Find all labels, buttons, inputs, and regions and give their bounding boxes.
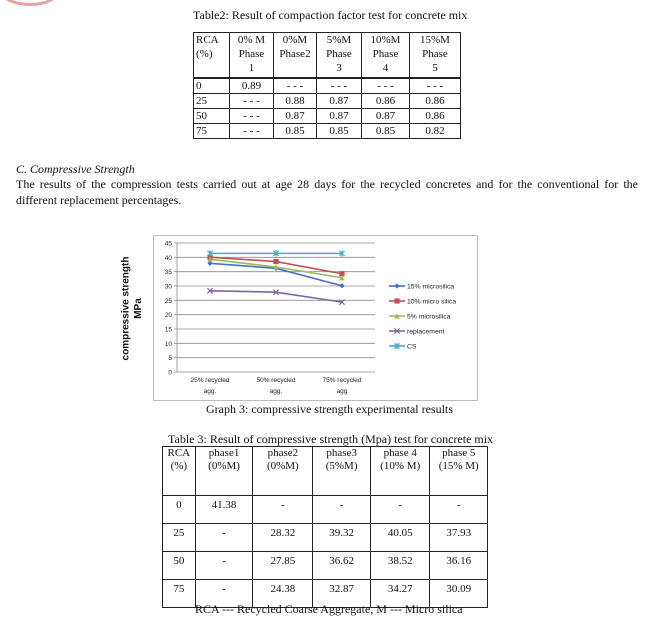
table-header-cell: 10%M Phase 4 [362, 33, 410, 79]
legend-label: 10% micro silica [407, 298, 457, 306]
y-tick-label: 40 [164, 254, 172, 262]
x-tick-label: 75% recycled agg [322, 377, 362, 395]
compressive-strength-chart [153, 235, 478, 401]
legend-label: replacement [407, 328, 445, 336]
table-row: 25 - 28.32 39.32 40.05 37.93 [163, 524, 488, 552]
y-axis-label-line1: compressive strength [120, 256, 132, 360]
legend-label: CS [407, 343, 417, 351]
table-header-cell: phase1 (0%M) [195, 447, 253, 496]
legend-label: 5% microsilica [407, 313, 451, 321]
legend-label: 15% microsilica [407, 283, 455, 291]
table-row: 0 41.38 - - - - [163, 496, 488, 524]
data-point [339, 283, 344, 288]
y-tick-label: 10 [164, 340, 172, 348]
compaction-factor-table [193, 32, 461, 139]
legend-marker [394, 283, 399, 288]
table2-caption: Table2: Result of compaction factor test for concrete mix [193, 8, 468, 22]
header-decoration [0, 0, 60, 8]
table-row: 25 - - - 0.88 0.87 0.86 0.86 [194, 94, 461, 109]
legend-marker [394, 298, 399, 303]
table-header-cell: 15%M Phase 5 [410, 33, 461, 79]
chart-y-axis-title [118, 248, 148, 368]
y-tick-label: 30 [164, 283, 172, 291]
y-tick-label: 20 [164, 312, 172, 320]
table-header-cell: phase 5 (15% M) [430, 447, 488, 496]
table-header-cell: phase 4 (10% M) [371, 447, 430, 496]
table-header-cell: phase2 (0%M) [253, 447, 313, 496]
section-paragraph: The results of the compression tests carried out at age 28 days for the recycled concretes and for the conventional for the different replacement percentages. [16, 177, 638, 207]
table-header-cell: RCA (%) [163, 447, 196, 496]
table-row: 50 - - - 0.87 0.87 0.87 0.86 [194, 109, 461, 124]
table-header-cell: 0% M Phase 1 [230, 33, 274, 79]
x-tick-label: 25% recycled agg. [190, 377, 230, 395]
y-tick-label: 35 [164, 269, 172, 277]
table-header-cell: 0%M Phase2 [274, 33, 317, 79]
table-header-cell: RCA (%) [194, 33, 230, 79]
y-axis-label-line2: MPa [132, 297, 144, 319]
data-point [273, 259, 278, 264]
y-tick-label: 25 [164, 297, 172, 305]
y-tick-label: 45 [164, 240, 172, 248]
x-tick-label: 50% recycled agg. [256, 377, 296, 395]
graph-caption: Graph 3: compressive strength experimental results [206, 402, 453, 416]
section-heading: C. Compressive Strength [16, 162, 135, 176]
footnote: RCA --- Recycled Coarse Aggregate, M --- Micro silica [195, 602, 463, 616]
table-header-cell: phase3 (5%M) [313, 447, 371, 496]
table-header-cell: 5%M Phase 3 [317, 33, 362, 79]
table-row: 75 - 24.38 32.87 34.27 30.09 [163, 580, 488, 608]
compressive-strength-table [162, 446, 488, 608]
y-tick-label: 0 [168, 369, 172, 377]
table3-caption: Table 3: Result of compressive strength (Mpa) test for concrete mix [168, 432, 494, 446]
table-row: 0 0.89 - - - - - - - - - - - - [194, 78, 461, 94]
table-row: 50 - 27.85 36.62 38.52 36.16 [163, 552, 488, 580]
y-tick-label: 5 [168, 355, 172, 363]
table-row: 75 - - - 0.85 0.85 0.85 0.82 [194, 124, 461, 139]
y-tick-label: 15 [164, 326, 172, 334]
